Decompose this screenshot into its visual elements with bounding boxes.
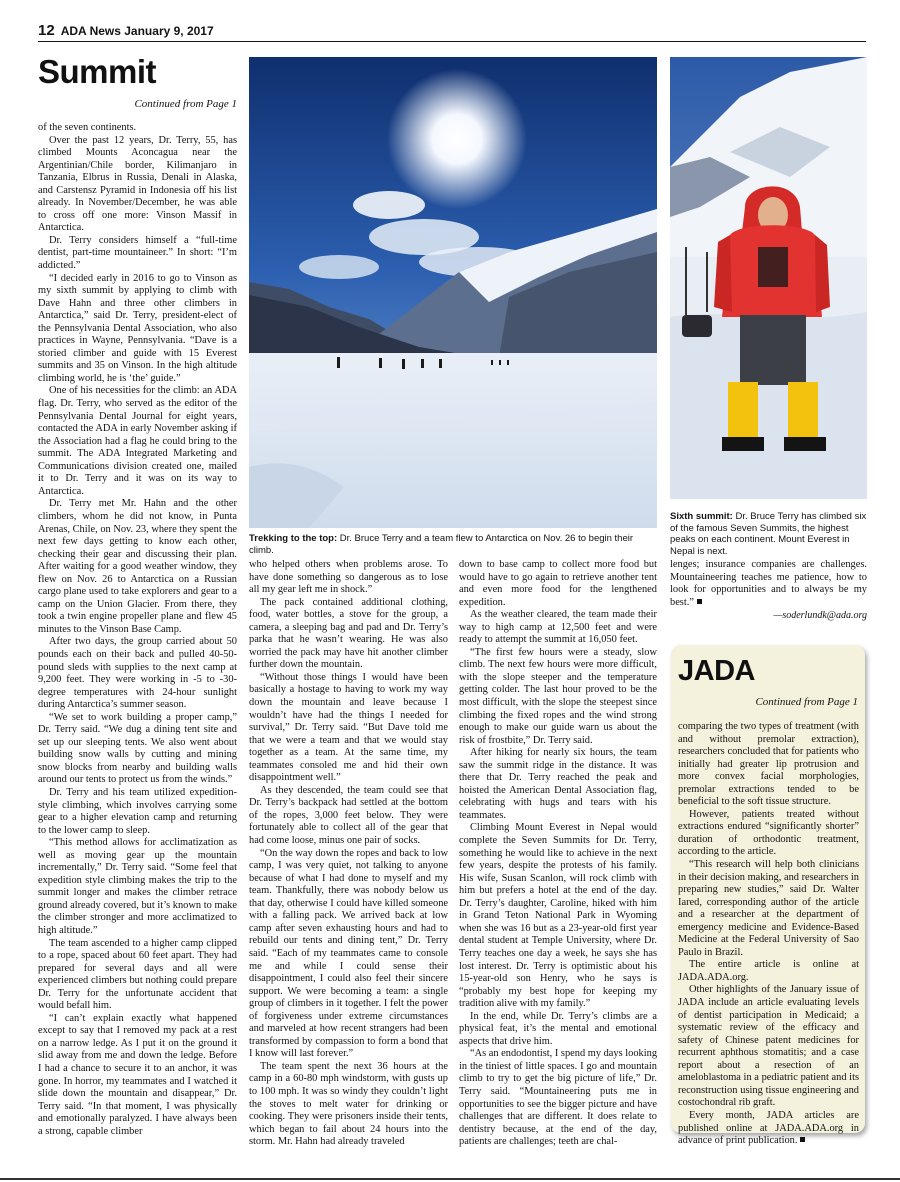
paragraph: As the weather cleared, the team made their way to high camp at 12,500 feet and were ready to attempt the summit at 16,050 feet.	[459, 609, 657, 646]
paragraph: of the seven continents.	[38, 122, 137, 133]
paragraph: “As an endodontist, I spend my days looking in the tiniest of little spaces. I go and mountain climb to try to get the big picture of life,” Dr. Terry said. “Mountaineering puts me in opportunities to see the bigger picture and have challenges that are different. It does relate to dentistry because, at the end of the day, patients are challenges; teeth are chal-	[459, 1048, 658, 1148]
jada-continued: Continued from Page 1	[755, 696, 858, 708]
paragraph: After two days, the group carried about 50 pounds each on their back and pulled 40-50-pound sleds with supplies to the next camp at 9,200 feet. They were working in -5 to -30-degree temperatures with 24-hour sunlight during Antarctica’s summer season.	[38, 636, 237, 711]
summit-headline: Summit	[38, 53, 157, 90]
paragraph: “On the way down the ropes and back to low camp, I was very quiet, not talking to anyone because of what I had done to myself and my team. Thankfully, there was nobody below us that day, otherwise I could have killed someone with a falling pack. We arrived back at low camp after seven exhausting hours and had to rebuild our tents and dining tent,” Dr. Terry said. “Each of my teammates came to console me and while I could sense their disappointment, I could also feel their sincere support. We were becoming a team: a single group of climbers in it together. I felt the power of forgiveness under extreme circumstances and marveled at how recent strangers had been transformed by compassion to form a bond that I know will last forever.”	[249, 847, 448, 1060]
caption-text: Dr. Bruce Terry and a team flew to Antarctica on Nov. 26 to begin their climb.	[249, 533, 634, 556]
page-folio	[38, 22, 214, 39]
summit-column-2	[249, 559, 448, 1148]
summit-column-1	[38, 122, 237, 1148]
paragraph: “I decided early in 2016 to go to Vinson as my sixth summit by applying to climb with Dave Hahn and three other climbers in Antarctica,” said Dr. Terry, president-elect of the Pennsylvania Dental Association, who also practices in Wayne, Pennsylvania. “Dave is a storied climber and guide with 15 Everest summits and 35 on Vinson. In the high altitude climbing world, he is ‘the’ guide.”	[38, 272, 237, 384]
portrait-photo-caption	[670, 511, 867, 557]
paragraph: who helped others when problems arose. To have done something so dangerous as to lose all my gear left me in shock.”	[249, 559, 448, 596]
closing-text: Every month, JADA articles are published online at JADA.ADA.org in advance of print publication.	[678, 1109, 859, 1147]
paragraph: Dr. Terry considers himself a “full-time dentist, part-time mountaineer.” In short: “I’m addicted.”	[38, 234, 237, 272]
footer-rule	[0, 1178, 900, 1180]
paragraph: As they descended, the team could see that Dr. Terry’s backpack had settled at the bottom of the ropes, 3,000 feet below. They were fortunately able to collect all of the gear that had come loose, minus one pair of socks.	[249, 784, 448, 847]
jada-headline: JADA	[678, 655, 755, 687]
paragraph: “I can’t explain exactly what happened except to say that I removed my pack at a rest on a narrow ledge. As I put it on the ground it slid away from me and down the ledge. Before I had a chance to secure it to an anchor, it was gone. In horror, my teammates and I watched it slide down the mountain and disappear,” Dr. Terry said. “In that moment, I was physically and emotionally paralyzed. I have always been a strong, capable climber	[38, 1012, 237, 1137]
header-rule	[38, 41, 866, 42]
paragraph: “This method allows for acclimatization as well as moving gear up the mountain incrementally,” Dr. Terry said. “Some feel that expedition style climbing makes the trip to the summit longer and makes the climber retrace ground already covered, but it’s known to make the climber stronger and more acclimatized to high altitude.”	[38, 837, 237, 936]
paragraph: The team ascended to a higher camp clipped to a rope, spaced about 60 feet apart. They had prepared for several days and all were experienced climbers but nothing could prepare Dr. Terry for the unfortunate accident that would befall him.	[38, 937, 237, 1012]
end-mark	[800, 1137, 805, 1142]
page-number: 12	[38, 22, 55, 39]
caption-text: Dr. Bruce Terry has climbed six of the famous Seven Summits, the highest peaks on each continent. Mount Everest in Nepal is next.	[670, 511, 867, 557]
jada-column	[678, 721, 859, 1147]
summit-column-4	[670, 559, 867, 611]
paragraph: comparing the two types of treatment (with and without premolar extraction), researchers concluded that for patients who initially had greater lip protrusion and more convex facial morphologies, premolar extractions tended to be beneficial to the soft tissue structure.	[678, 721, 859, 808]
paragraph: Climbing Mount Everest in Nepal would complete the Seven Summits for Dr. Terry, something he would like to achieve in the next few years, despite the protests of his family. His wife, Susan Scanlon, will rock climb with him but prefers a hotel at the end of the day. Dr. Terry’s daughter, Caroline, hiked with him in Grand Teton National Park in Wyoming when she was 16 but as a 23-year-old first year dental student at Temple University, where Dr. Terry teaches one day a week, he says she has lost interest. Dr. Terry is optimistic about his 15-year-old son Henry, who he says is “probably my best hope for keeping my tradition alive with my family.”	[459, 822, 657, 1010]
paragraph: Dr. Terry met Mr. Hahn and the other climbers, whom he did not know, in Punta Arenas, Chile, on Nov. 23, where they spent the next few days getting to know each other, checking their gear and discussing their plan. After waiting for a good weather window, they flew on Nov. 26 to Antarctica on a Russian cargo plane used to take explorers and gear to a camp on the Union Glacier. From there, they took a twin engine propeller plane and flew 45 minutes to the Vinson Base Camp.	[38, 498, 238, 635]
author-byline: —soderlundk@ada.org	[773, 610, 867, 621]
climber-portrait-photo	[670, 57, 867, 499]
paragraph: down to base camp to collect more food but would have to go again to retrieve another tent and even more food for the lengthened expedition.	[459, 559, 657, 608]
publication-date: ADA News January 9, 2017	[60, 24, 214, 38]
summit-continued: Continued from Page 1	[134, 98, 237, 110]
paragraph: “We set to work building a proper camp,” Dr. Terry said. “We dug a dining tent site and set up our sleeping tents. We also went about building snow walls by cutting and mining snow blocks from nearby and building walls around our tents to protect us from the winds.”	[38, 711, 237, 786]
caption-lead: Trekking to the top:	[249, 533, 338, 544]
paragraph: However, patients treated without extractions endured “significantly shorter” duration of orthodontic treatment, according to the article.	[678, 808, 859, 858]
closing-text: lenges; insurance companies are challenges. Mountaineering teaches me patience, how to look for opportunities and to always be my best.”	[670, 559, 867, 608]
paragraph: “This research will help both clinicians in their decision making, and researchers in preparing new studies,” said Dr. Walter Iared, corresponding author of the article and a researcher at the department of emergency medicine and Evidence-Based Medicine at the Federal University of Sao Paulo in Brazil.	[678, 859, 859, 958]
paragraph: One of his necessities for the climb: an ADA flag. Dr. Terry, who served as the editor of the Pennsylvania Dental Journal for eight years, contacted the ADA in early November asking if the Association had a flag he could bring to the summit. The ADA Integrated Marketing and Communications division created one, mailed it to Dr. Terry and it was on its way to Antarctica.	[38, 385, 237, 497]
end-mark	[697, 599, 702, 604]
paragraph: Other highlights of the January issue of JADA include an article evaluating levels of dentist participation in Medicaid; a systematic review of the efficacy and safety of Chinese patent medicines for recurrent aphthous stomatitis; and a case report about a resection of an ameloblastoma in a pediatric patient and its reconstruction using tissue engineering and costochondral rib graft.	[678, 984, 859, 1109]
paragraph: The team spent the next 36 hours at the camp in a 60-80 mph windstorm, with gusts up to 100 mph. It was so windy they couldn’t light the stoves to melt water for drinking or cooking. They were prisoners inside their tents, which began to fail about 24 hours into the storm. Mr. Hahn had already traveled	[249, 1060, 448, 1148]
paragraph: Over the past 12 years, Dr. Terry, 55, has climbed Mounts Aconcagua near the Argentinian/Chile border, Kilimanjaro in Tanzania, Elbrus in Russia, Denali in Alaska, and Carstensz Pyramid in Indonesia off his list already. In November/December, he was able to cross off one more: Vinson Massif in Antarctica.	[38, 134, 237, 234]
antarctica-trek-photo	[249, 57, 657, 528]
paragraph: The pack contained additional clothing, food, water bottles, a stove for the group, a camera, a sleeping bag and pad and Dr. Terry’s parka that he wasn’t wearing. He was also worried the pack may have hit another climber further down the mountain.	[249, 596, 448, 671]
paragraph: “The first few hours were a steady, slow climb. The next few hours were more difficult, with the slope steeper and the temperature getting colder. The last hour proved to be the most difficult, with the slope the steepest since climbing the fixed ropes and the wind strong enough to make our guide warn us about the risk of frostbite,” Dr. Terry said.	[459, 646, 657, 746]
paragraph	[678, 1110, 859, 1148]
paragraph: In the end, while Dr. Terry’s climbs are a physical feat, it’s the mental and emotional aspects that drive him.	[459, 1010, 657, 1047]
paragraph: Dr. Terry and his team utilized expedition-style climbing, which involves carrying some gear to a higher elevation camp and returning to the lower camp to sleep.	[38, 786, 237, 836]
caption-lead: Sixth summit:	[670, 511, 733, 522]
paragraph: “Without those things I would have been basically a hostage to having to work my way down the mountain and leave because I wouldn’t have had the things I needed for survival,” Dr. Terry said. “But Dave told me that we were a team and that we would stay together as a team. At the same time, my teammates consoled me and hid their own disappointment well.”	[249, 671, 448, 784]
paragraph	[670, 559, 867, 609]
trek-photo-caption	[249, 533, 657, 556]
paragraph: The entire article is online at JADA.ADA.org.	[678, 959, 859, 983]
paragraph: After hiking for nearly six hours, the team saw the summit ridge in the distance. It was there that Dr. Terry reached the peak and hoisted the American Dental Association flag, celebrating with hugs and tears with his teammates.	[459, 747, 657, 821]
summit-column-3	[459, 559, 657, 1148]
